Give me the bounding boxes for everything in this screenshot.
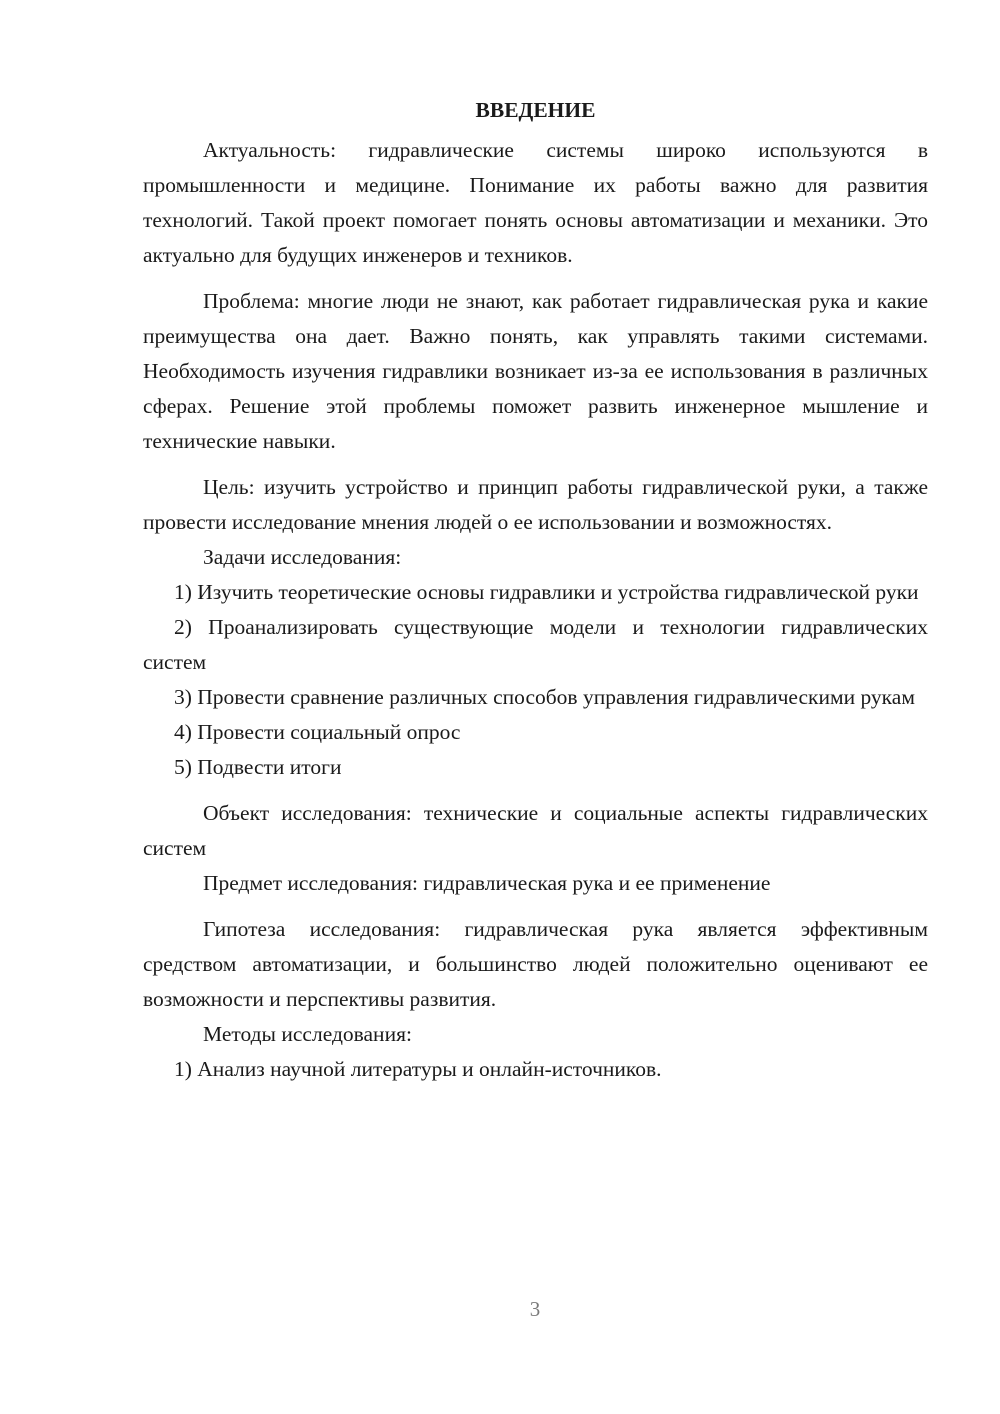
task-item-4: 4) Провести социальный опрос <box>174 720 461 744</box>
paragraph-goal: Цель: изучить устройство и принцип работы гидравлической руки, а также провести исследование мнения людей о ее использовании и возможностях. <box>143 475 928 534</box>
page-title: ВВЕДЕНИЕ <box>475 98 596 122</box>
methods-heading: Методы исследования: <box>203 1022 412 1046</box>
task-item-1: 1) Изучить теоретические основы гидравлики и устройства гидравлической руки <box>174 580 919 604</box>
task-item-5: 5) Подвести итоги <box>174 755 342 779</box>
paragraph-subject: Предмет исследования: гидравлическая рука и ее применение <box>203 871 771 895</box>
paragraph-problem: Проблема: многие люди не знают, как работает гидравлическая рука и какие преимущества она дает. Важно понять, как управлять такими системами. Необходимость изучения гидравлики возникает из-за ее использования в различных сферах. Решение этой проблемы поможет развить инженерное мышление и технические навыки. <box>143 289 928 453</box>
paragraph-object: Объект исследования: технические и социальные аспекты гидравлических систем <box>143 801 928 860</box>
page-content <box>143 95 928 1087</box>
paragraph-relevance: Актуальность: гидравлические системы широко используются в промышленности и медицине. Понимание их работы важно для развития технологий. Такой проект помогает понять основы автоматизации и механики. Это актуально для будущих инженеров и техников. <box>143 138 928 267</box>
paragraph-hypothesis: Гипотеза исследования: гидравлическая рука является эффективным средством автоматизации, и большинство людей положительно оценивают ее возможности и перспективы развития. <box>143 917 928 1011</box>
task-item-3: 3) Провести сравнение различных способов управления гидравлическими рукам <box>174 685 915 709</box>
page-number: 3 <box>529 1297 541 1321</box>
tasks-heading: Задачи исследования: <box>203 545 402 569</box>
method-item-1: 1) Анализ научной литературы и онлайн-источников. <box>174 1057 662 1081</box>
task-item-2: 2) Проанализировать существующие модели и технологии гидравлических систем <box>143 615 928 674</box>
